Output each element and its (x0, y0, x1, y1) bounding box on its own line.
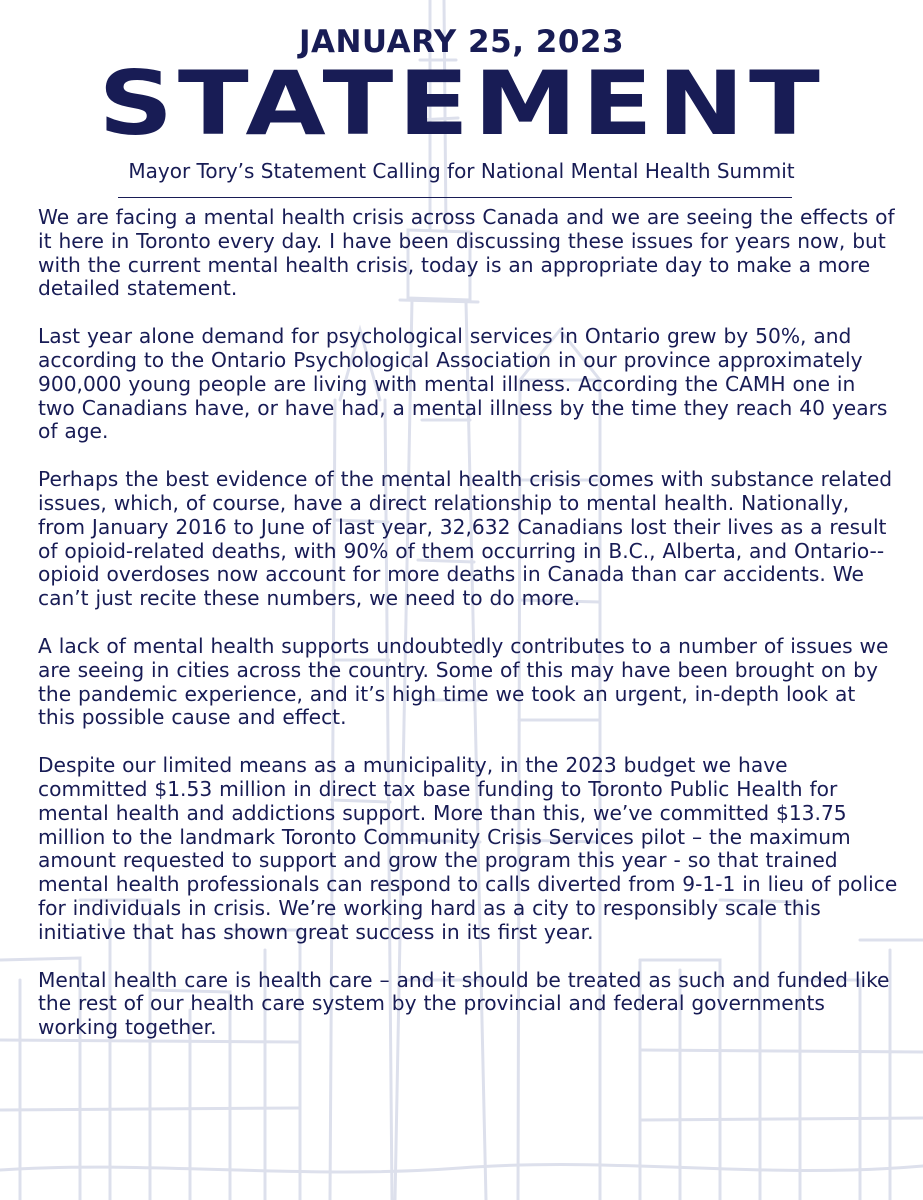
paragraph-substance-issues: Perhaps the best evidence of the mental health crisis comes with substance related issues, which, of course, have a direct relationship to mental health. Nationally, from January 2016 to June of last year, 32,632 Canadians lost their lives as a result of opioid-related deaths, with 90% of them occurring in B.C., Alberta, and Ontario--opioid overdoses now account for more deaths in Canada than car accidents. We can’t just recite these numbers, we need to do more. (38, 467, 893, 611)
paragraph-conclusion: Mental health care is health care – and it should be treated as such and funded like the rest of our health care system by the provincial and federal governments working together. (38, 967, 890, 1040)
title-divider (118, 197, 792, 198)
statement-title: STATEMENT (98, 52, 825, 155)
statement-subtitle: Mayor Tory’s Statement Calling for National Mental Health Summit (128, 159, 795, 183)
paragraph-demand-statistics: Last year alone demand for psychological services in Ontario grew by 50%, and according to the Ontario Psychological Association in our province approximately 900,000 young people are living with mental illness. According the CAMH one in two Canadians have, or have had, a mental illness by the time they reach 40 years of age. (38, 324, 888, 444)
paragraph-budget-commitments: Despite our limited means as a municipality, in the 2023 budget we have committed $1.53 million in direct tax base funding to Toronto Public Health for mental health and addictions support. More than this, we’ve committed $13.75 million to the landmark Toronto Community Crisis Services pilot – the maximum amount requested to support and grow the program this year - so that trained mental health professionals can respond to calls diverted from 9-1-1 in lieu of police for individuals in crisis. We’re working hard as a city to responsibly scale this initiative that has shown great success in its first year. (38, 753, 898, 944)
statement-date: JANUARY 25, 2023 (298, 24, 625, 60)
paragraph-crisis-intro: We are facing a mental health crisis across Canada and we are seeing the effects of it here in Toronto every day. I have been discussing these issues for years now, but with the current mental health crisis, today is an appropriate day to make a more detailed statement. (38, 205, 895, 301)
statement-body (38, 206, 898, 1064)
paragraph-lack-of-supports: A lack of mental health supports undoubtedly contributes to a number of issues we are seeing in cities across the country. Some of this may have been brought on by the pandemic experience, and it’s high time we took an urgent, in-depth look at this possible cause and effect. (38, 633, 889, 730)
